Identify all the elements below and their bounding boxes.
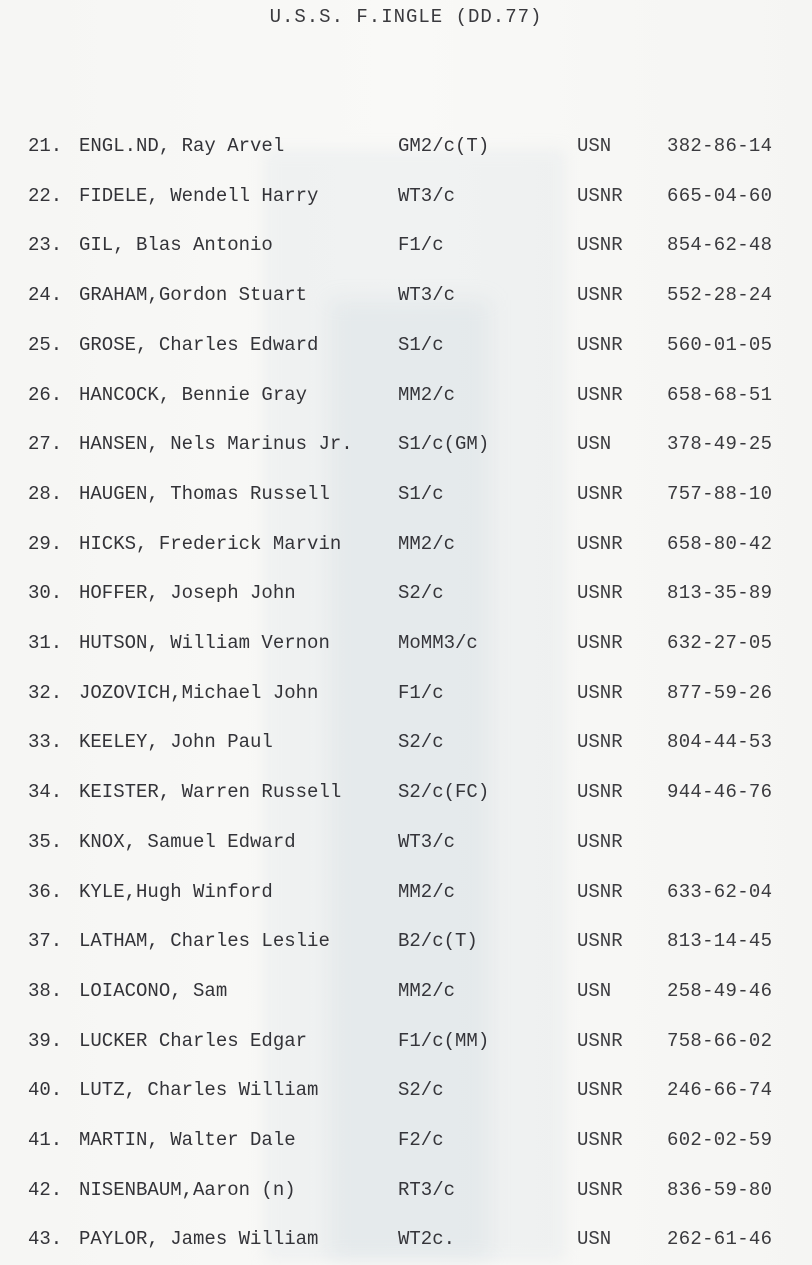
entry-number: 42. <box>28 1179 63 1201</box>
crew-serial-number: 836-59-80 <box>667 1179 773 1201</box>
crew-service: USNR <box>577 533 623 555</box>
crew-serial-number: 382-86-14 <box>667 135 773 157</box>
entry-number: 31. <box>28 632 63 654</box>
crew-name: HOFFER, Joseph John <box>79 582 296 604</box>
roster-row <box>0 280 812 310</box>
crew-service: USNR <box>577 1179 623 1201</box>
crew-rate: S1/c(GM) <box>398 433 490 455</box>
crew-rate: S1/c <box>398 483 444 505</box>
crew-name: FIDELE, Wendell Harry <box>79 185 319 207</box>
crew-serial-number: 246-66-74 <box>667 1079 773 1101</box>
crew-name: KEELEY, John Paul <box>79 731 273 753</box>
crew-serial-number: 632-27-05 <box>667 632 773 654</box>
entry-number: 29. <box>28 533 63 555</box>
roster-row <box>0 1125 812 1155</box>
entry-number: 22. <box>28 185 63 207</box>
crew-name: LATHAM, Charles Leslie <box>79 930 330 952</box>
entry-number: 27. <box>28 433 63 455</box>
crew-serial-number: 378-49-25 <box>667 433 773 455</box>
roster-row <box>0 628 812 658</box>
crew-serial-number: 262-61-46 <box>667 1228 773 1250</box>
roster-row <box>0 1175 812 1205</box>
crew-rate: MM2/c <box>398 881 456 903</box>
entry-number: 43. <box>28 1228 63 1250</box>
roster-row <box>0 777 812 807</box>
crew-name: KNOX, Samuel Edward <box>79 831 296 853</box>
roster-row <box>0 827 812 857</box>
crew-service: USN <box>577 1228 612 1250</box>
roster-row <box>0 926 812 956</box>
entry-number: 38. <box>28 980 63 1002</box>
roster-row <box>0 1224 812 1254</box>
crew-rate: F2/c <box>398 1129 444 1151</box>
crew-name: LOIACONO, Sam <box>79 980 228 1002</box>
crew-service: USNR <box>577 731 623 753</box>
crew-service: USNR <box>577 582 623 604</box>
roster-row <box>0 479 812 509</box>
crew-rate: WT2c. <box>398 1228 456 1250</box>
crew-service: USNR <box>577 483 623 505</box>
entry-number: 30. <box>28 582 63 604</box>
entry-number: 28. <box>28 483 63 505</box>
crew-serial-number: 804-44-53 <box>667 731 773 753</box>
entry-number: 35. <box>28 831 63 853</box>
crew-name: KEISTER, Warren Russell <box>79 781 342 803</box>
crew-rate: WT3/c <box>398 284 456 306</box>
roster-row <box>0 877 812 907</box>
roster-row <box>0 1026 812 1056</box>
crew-service: USN <box>577 135 612 157</box>
crew-serial-number: 944-46-76 <box>667 781 773 803</box>
roster-row <box>0 131 812 161</box>
crew-service: USNR <box>577 930 623 952</box>
crew-service: USNR <box>577 185 623 207</box>
crew-rate: WT3/c <box>398 185 456 207</box>
crew-rate: S2/c(FC) <box>398 781 490 803</box>
entry-number: 37. <box>28 930 63 952</box>
crew-rate: F1/c <box>398 234 444 256</box>
crew-service: USNR <box>577 284 623 306</box>
entry-number: 34. <box>28 781 63 803</box>
crew-service: USNR <box>577 1030 623 1052</box>
crew-name: ENGL.ND, Ray Arvel <box>79 135 285 157</box>
crew-name: MARTIN, Walter Dale <box>79 1129 296 1151</box>
roster-row <box>0 230 812 260</box>
crew-serial-number: 813-35-89 <box>667 582 773 604</box>
crew-serial-number: 813-14-45 <box>667 930 773 952</box>
entry-number: 41. <box>28 1129 63 1151</box>
crew-service: USNR <box>577 831 623 853</box>
crew-rate: WT3/c <box>398 831 456 853</box>
crew-name: GROSE, Charles Edward <box>79 334 319 356</box>
crew-name: LUCKER Charles Edgar <box>79 1030 308 1052</box>
roster-row <box>0 330 812 360</box>
crew-serial-number: 552-28-24 <box>667 284 773 306</box>
roster-row <box>0 380 812 410</box>
crew-serial-number: 877-59-26 <box>667 682 773 704</box>
crew-rate: GM2/c(T) <box>398 135 490 157</box>
crew-name: KYLE,Hugh Winford <box>79 881 273 903</box>
crew-service: USN <box>577 433 612 455</box>
entry-number: 33. <box>28 731 63 753</box>
crew-serial-number: 633-62-04 <box>667 881 773 903</box>
crew-name: HANSEN, Nels Marinus Jr. <box>79 433 353 455</box>
crew-serial-number: 658-68-51 <box>667 384 773 406</box>
roster-row <box>0 727 812 757</box>
crew-service: USNR <box>577 234 623 256</box>
crew-rate: F1/c(MM) <box>398 1030 490 1052</box>
crew-name: NISENBAUM,Aaron (n) <box>79 1179 296 1201</box>
crew-serial-number: 758-66-02 <box>667 1030 773 1052</box>
crew-name: GRAHAM,Gordon Stuart <box>79 284 308 306</box>
crew-service: USNR <box>577 1079 623 1101</box>
entry-number: 40. <box>28 1079 63 1101</box>
entry-number: 25. <box>28 334 63 356</box>
crew-name: HICKS, Frederick Marvin <box>79 533 342 555</box>
crew-serial-number: 757-88-10 <box>667 483 773 505</box>
crew-rate: F1/c <box>398 682 444 704</box>
crew-name: HAUGEN, Thomas Russell <box>79 483 330 505</box>
crew-serial-number: 602-02-59 <box>667 1129 773 1151</box>
roster-row <box>0 578 812 608</box>
entry-number: 26. <box>28 384 63 406</box>
crew-rate: B2/c(T) <box>398 930 478 952</box>
roster-row <box>0 181 812 211</box>
crew-service: USNR <box>577 881 623 903</box>
crew-serial-number: 854-62-48 <box>667 234 773 256</box>
roster-row <box>0 976 812 1006</box>
crew-rate: MoMM3/c <box>398 632 478 654</box>
crew-rate: MM2/c <box>398 980 456 1002</box>
crew-name: HANCOCK, Bennie Gray <box>79 384 308 406</box>
crew-name: GIL, Blas Antonio <box>79 234 273 256</box>
entry-number: 24. <box>28 284 63 306</box>
entry-number: 32. <box>28 682 63 704</box>
crew-rate: RT3/c <box>398 1179 456 1201</box>
roster-row <box>0 1075 812 1105</box>
page-title: U.S.S. F.INGLE (DD.77) <box>269 6 543 28</box>
crew-rate: S1/c <box>398 334 444 356</box>
crew-rate: MM2/c <box>398 384 456 406</box>
crew-service: USNR <box>577 682 623 704</box>
roster-row <box>0 429 812 459</box>
crew-serial-number: 560-01-05 <box>667 334 773 356</box>
crew-service: USN <box>577 980 612 1002</box>
entry-number: 36. <box>28 881 63 903</box>
crew-rate: MM2/c <box>398 533 456 555</box>
crew-name: PAYLOR, James William <box>79 1228 319 1250</box>
crew-name: LUTZ, Charles William <box>79 1079 319 1101</box>
entry-number: 21. <box>28 135 63 157</box>
crew-rate: S2/c <box>398 731 444 753</box>
roster-row <box>0 678 812 708</box>
crew-service: USNR <box>577 1129 623 1151</box>
crew-service: USNR <box>577 334 623 356</box>
roster-row <box>0 529 812 559</box>
entry-number: 39. <box>28 1030 63 1052</box>
crew-service: USNR <box>577 781 623 803</box>
crew-name: JOZOVICH,Michael John <box>79 682 319 704</box>
crew-rate: S2/c <box>398 1079 444 1101</box>
crew-rate: S2/c <box>398 582 444 604</box>
crew-serial-number: 665-04-60 <box>667 185 773 207</box>
crew-serial-number: 258-49-46 <box>667 980 773 1002</box>
crew-service: USNR <box>577 632 623 654</box>
crew-serial-number: 658-80-42 <box>667 533 773 555</box>
entry-number: 23. <box>28 234 63 256</box>
crew-service: USNR <box>577 384 623 406</box>
crew-name: HUTSON, William Vernon <box>79 632 330 654</box>
